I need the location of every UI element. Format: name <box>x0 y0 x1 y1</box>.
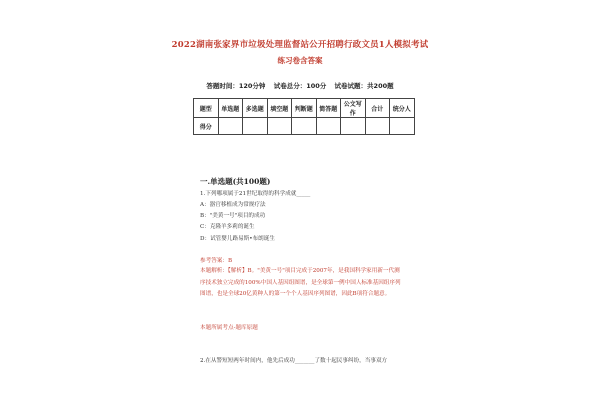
score-cell <box>292 118 317 135</box>
score-header-cell: 简答题 <box>316 99 341 118</box>
score-header-cell: 判断题 <box>292 99 317 118</box>
score-header-cell: 填空题 <box>267 99 292 118</box>
score-header-cell: 合计 <box>365 99 390 118</box>
score-header-cell: 多选题 <box>243 99 268 118</box>
score-cell <box>316 118 341 135</box>
exam-total-score: 试卷总分：100分 <box>273 82 327 90</box>
question-2-stem: 2.在从警短短两年时间内，他先后成功_______了数十起民事纠纷，当事双方 <box>200 358 388 364</box>
score-cell <box>390 118 415 135</box>
question-1-point: 本题所属考点-题库原题 <box>200 325 258 331</box>
document-subtitle: 练习卷含答案 <box>277 56 323 65</box>
score-header-cell: 单选题 <box>218 99 243 118</box>
score-table-score-row <box>194 118 415 135</box>
score-header-cell: 公文写作 <box>341 99 366 118</box>
question-1-analysis: 本题解析：【解析】B。"美黄一号"项目完成于2007年，是我国科学家用新一代测序技术独立完成的100%中国人基因组图谱，是全球第一例中国人标准基因组序列图谱，也是全球20亿黄种人的第一个个人基因序列图谱，因此B项符合题意。 <box>200 268 401 297</box>
score-table-header-row <box>194 99 415 118</box>
document-title: 2022湖南张家界市垃圾处理监督站公开招聘行政文员1人模拟考试 <box>171 40 429 50</box>
score-cell <box>243 118 268 135</box>
score-cell <box>341 118 366 135</box>
question-1-stem: 1.下列哪项属于21世纪取得的科学成就_____ <box>200 191 311 197</box>
question-1-option-c: C：克隆羊多莉的诞生 <box>200 224 255 230</box>
exam-info <box>0 81 600 90</box>
section-heading: 一.单选题(共100题) <box>200 177 271 186</box>
question-1-option-a: A：器官移植成为常规疗法 <box>200 202 266 208</box>
score-cell <box>218 118 243 135</box>
score-cell <box>267 118 292 135</box>
question-1-answer: 参考答案：B <box>200 258 233 264</box>
exam-duration: 答题时间：120分钟 <box>206 82 266 90</box>
question-1-option-b: B："美黄一号"项目的成功 <box>200 213 266 219</box>
score-table <box>193 98 415 135</box>
score-header-cell: 统分人 <box>390 99 415 118</box>
score-header-cell: 题型 <box>194 99 219 118</box>
question-1-option-d: D：试管婴儿路易斯•布朗诞生 <box>200 236 275 242</box>
score-cell <box>365 118 390 135</box>
score-row-label: 得分 <box>194 118 219 135</box>
exam-total-questions: 试卷试题：共200题 <box>334 82 394 90</box>
